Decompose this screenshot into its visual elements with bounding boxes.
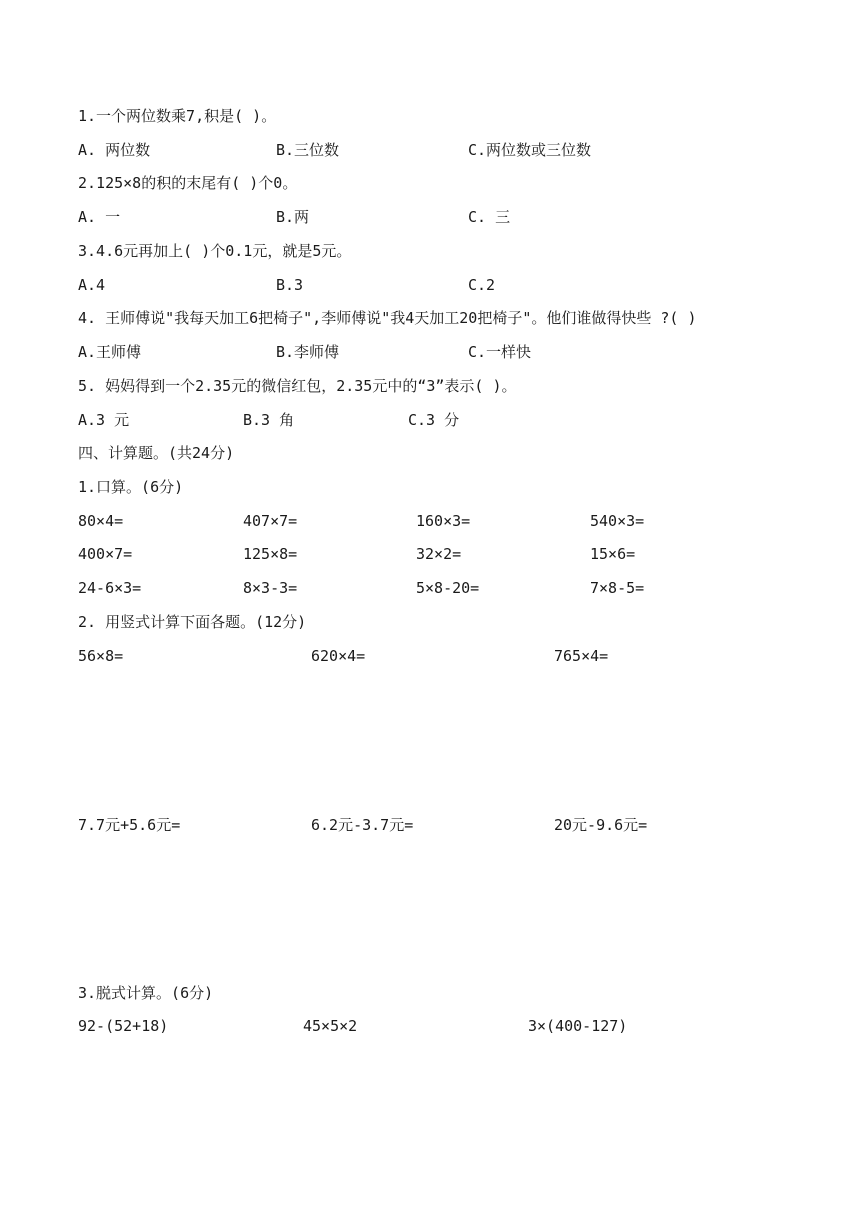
vertical-calc-item: 56×8= xyxy=(78,647,124,665)
q3-option-b: B.3 xyxy=(276,276,304,294)
oral-calc-item: 80×4= xyxy=(78,512,124,530)
oral-calc-item: 400×7= xyxy=(78,545,133,563)
oral-calc-item: 8×3-3= xyxy=(243,579,298,597)
stepwise-calc-item: 3×(400-127) xyxy=(528,1017,628,1035)
q5-option-c: C.3 分 xyxy=(408,411,460,429)
q4-option-c: C.一样快 xyxy=(468,343,532,361)
oral-calc-item: 540×3= xyxy=(590,512,645,530)
oral-calc-item: 5×8-20= xyxy=(416,579,480,597)
oral-calc-item: 7×8-5= xyxy=(590,579,645,597)
oral-calc-item: 32×2= xyxy=(416,545,462,563)
vertical-calc-title: 2. 用竖式计算下面各题。(12分) xyxy=(78,613,307,631)
vertical-calc-item: 20元-9.6元= xyxy=(554,816,648,834)
stepwise-calc-item: 45×5×2 xyxy=(303,1017,358,1035)
q5-option-a: A.3 元 xyxy=(78,411,130,429)
oral-calc-item: 15×6= xyxy=(590,545,636,563)
q4-option-a: A.王师傅 xyxy=(78,343,142,361)
oral-calc-item: 407×7= xyxy=(243,512,298,530)
q4-option-b: B.李师傅 xyxy=(276,343,340,361)
oral-calc-title: 1.口算。(6分) xyxy=(78,478,184,496)
q1-option-b: B.三位数 xyxy=(276,141,340,159)
oral-calc-item: 160×3= xyxy=(416,512,471,530)
q2-option-b: B.两 xyxy=(276,208,310,226)
q5-option-b: B.3 角 xyxy=(243,411,295,429)
q2-text: 2.125×8的积的末尾有( )个0。 xyxy=(78,174,298,192)
q5-text: 5. 妈妈得到一个2.35元的微信红包，2.35元中的“3”表示( )。 xyxy=(78,377,517,395)
q4-text: 4. 王师傅说"我每天加工6把椅子",李师傅说"我4天加工20把椅子"。他们谁做得快些 ?( ) xyxy=(78,309,697,327)
vertical-calc-item: 6.2元-3.7元= xyxy=(311,816,414,834)
q2-option-a: A. 一 xyxy=(78,208,121,226)
oral-calc-item: 24-6×3= xyxy=(78,579,142,597)
stepwise-calc-title: 3.脱式计算。(6分) xyxy=(78,984,214,1002)
q1-option-c: C.两位数或三位数 xyxy=(468,141,592,159)
vertical-calc-item: 7.7元+5.6元= xyxy=(78,816,181,834)
oral-calc-item: 125×8= xyxy=(243,545,298,563)
q2-option-c: C. 三 xyxy=(468,208,511,226)
q1-option-a: A. 两位数 xyxy=(78,141,151,159)
q3-option-a: A.4 xyxy=(78,276,106,294)
section-title: 四、计算题。(共24分) xyxy=(78,444,235,462)
stepwise-calc-item: 92-(52+18) xyxy=(78,1017,169,1035)
vertical-calc-item: 765×4= xyxy=(554,647,609,665)
q3-text: 3.4.6元再加上( )个0.1元，就是5元。 xyxy=(78,242,352,260)
q1-text: 1.一个两位数乘7,积是( )。 xyxy=(78,107,277,125)
q3-option-c: C.2 xyxy=(468,276,496,294)
vertical-calc-item: 620×4= xyxy=(311,647,366,665)
